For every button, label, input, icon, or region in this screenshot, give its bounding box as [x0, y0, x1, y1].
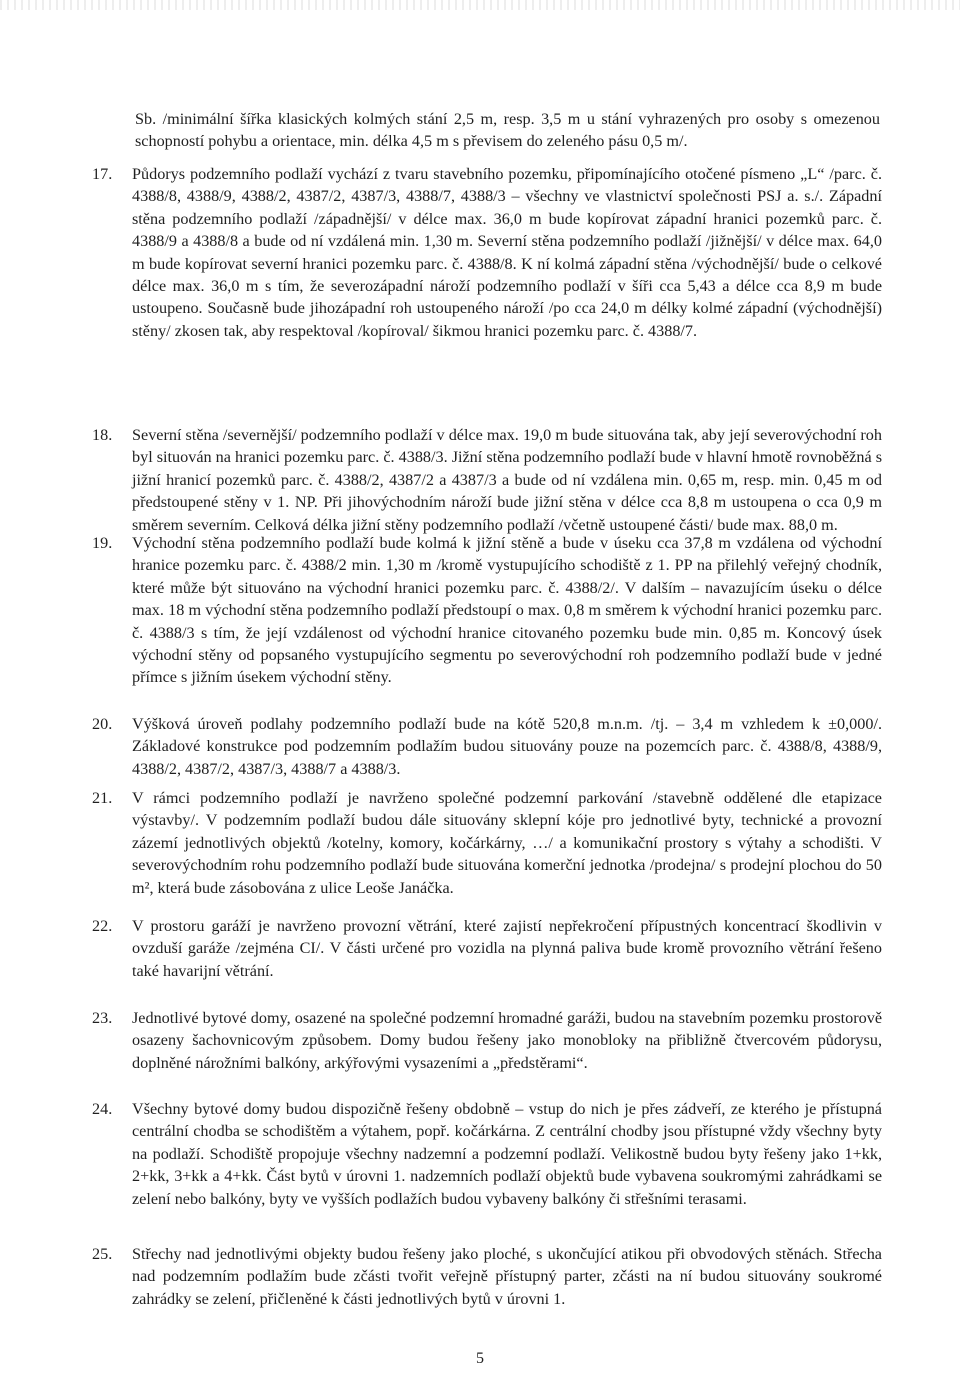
item-text: V rámci podzemního podlaží je navrženo společné podzemní parkování /stavebně oddělené dle etapizace výstavby/. V podzemním podlaží budou dále situovány sklepní kóje pro jednotlivé byty, technické a provozní zázemí jednotlivých objektů /kotelny, komory, kočárkárny, …/ a komunikační prostory s výtahy a schodišti. V severovýchodním rohu podzemního podlaží bude situována komerční jednotka /prodejna/ s prodejní plochou do 50 m², která bude zásobována z ulice Leoše Janáčka.	[132, 789, 882, 897]
list-item-17	[92, 163, 888, 342]
list-item-22	[92, 915, 888, 982]
item-number: 22.	[92, 917, 113, 935]
list-item-20	[92, 713, 888, 780]
item-number: 21.	[92, 789, 113, 807]
intro-paragraph: Sb. /minimální šířka klasických kolmých stání 2,5 m, resp. 3,5 m u stání vyhrazených pro osoby s omezenou schopností pohybu a orientace, min. délka 4,5 m s převisem do zeleného pásu 0,5 m/.	[135, 110, 880, 151]
item-number: 17.	[92, 165, 113, 183]
item-text: Střechy nad jednotlivými objekty budou řešeny jako ploché, s ukončující atikou při obvodových stěnách. Střecha nad podzemním podlažím bude zčásti tvořit veřejně přístupný parter, zčásti na ní budou situovány soukromé zahrádky se zelení, přičleněné k části jednotlivých bytů v úrovni 1.	[132, 1245, 882, 1308]
item-number: 23.	[92, 1009, 113, 1027]
item-number: 20.	[92, 715, 113, 733]
item-text: Všechny bytové domy budou dispozičně řešeny obdobně – vstup do nich je přes zádveří, ze kterého je přístupná centrální chodba se schodištěm a výtahem, popř. kočárkárna. Z centrální chodby jsou přístupné vždy všechny byty na podlaží. Schodiště propojuje všechny nadzemní a podzemní podlaží. Velikostně budou byty řešeny jako 1+kk, 2+kk, 3+kk a 4+kk. Část bytů v úrovni 1. nadzemních podlaží objektů bude vybavena soukromými zahrádkami se zelení nebo balkóny, byty ve vyšších podlažích budou vybaveny balkóny či střešními terasami.	[132, 1100, 882, 1208]
scan-edge-noise	[0, 0, 960, 10]
item-number: 18.	[92, 426, 113, 444]
item-text: Jednotlivé bytové domy, osazené na společné podzemní hromadné garáži, budou na stavebním pozemku prostorově osazeny šachovnicovým způsobem. Domy budou řešeny jako monobloky na přibližně čtvercovém půdorysu, doplněné nárožními balkóny, arkýřovými vysazeními a „předstěrami“.	[132, 1009, 882, 1072]
list-item-19	[92, 532, 888, 689]
item-text: Severní stěna /severnější/ podzemního podlaží v délce max. 19,0 m bude situována tak, aby její severovýchodní roh byl situován na hranici pozemku parc. č. 4388/3. Jižní stěna podzemního podlaží bude v hlavní hmotě rovnoběžná s jižní hranicí pozemků parc. č. 4388/2, 4387/2 a 4387/3 a bude od ní vzdálena min. 0,65 m, resp. min. 0,45 m od předstoupené stěny v 1. NP. Při jihovýchodním nároží bude jižní stěna v délce cca 8,8 m ustoupena o cca 0,9 m směrem severním. Celková délka jižní stěny podzemního podlaží /včetně ustoupené části/ bude max. 88,0 m.	[132, 426, 882, 534]
list-item-25	[92, 1243, 888, 1310]
page-number: 5	[476, 1350, 484, 1367]
item-number: 24.	[92, 1100, 113, 1118]
list-item-23	[92, 1007, 888, 1074]
item-text: Výšková úroveň podlahy podzemního podlaží bude na kótě 520,8 m.n.m. /tj. – 3,4 m vzhledem k ±0,000/. Základové konstrukce pod podzemním podlažím budou situovány pouze na pozemcích parc. č. 4388/8, 4388/9, 4388/2, 4387/2, 4387/3, 4388/7 a 4388/3.	[132, 715, 882, 778]
item-text: V prostoru garáží je navrženo provozní větrání, které zajistí nepřekročení přípustných koncentrací škodlivin v ovzduší garáže /zejména CI/. V části určené pro vozidla na plynná paliva bude kromě provozního větrání řešeno také havarijní větrání.	[132, 917, 882, 980]
list-item-24	[92, 1098, 888, 1210]
item-number: 19.	[92, 534, 113, 552]
item-text: Východní stěna podzemního podlaží bude kolmá k jižní stěně a bude v úseku cca 37,8 m vzdálena od východní hranice pozemku parc. č. 4388/2 min. 1,30 m /kromě vystupujícího schodiště z 1. PP na přilehlý veřejný chodník, které může být situováno na východní hranici pozemku parc. č. 4388/2/. V dalším – navazujícím úseku o délce max. 18 m východní stěna podzemního podlaží předstoupí o max. 0,8 m směrem k východní hranici pozemku parc. č. 4388/3 s tím, že její vzdálenost od východní hranice citovaného pozemku bude min. 0,85 m. Koncový úsek východní stěny od popsaného vystupujícího segmentu po severovýchodní roh podzemního podlaží bude v jedné přímce s jižním úsekem východní stěny.	[132, 534, 882, 687]
item-text: Půdorys podzemního podlaží vychází z tvaru stavebního pozemku, připomínajícího otočené písmeno „L“ /parc. č. 4388/8, 4388/9, 4388/2, 4387/2, 4387/3, 4388/7, 4388/3 – všechny ve vlastnictví společnosti PSJ a. s./. Západní stěna podzemního podlaží /západnější/ v délce max. 36,0 m bude kopírovat západní hranici pozemků parc. č. 4388/9 a 4388/8 a bude od ní vzdálená min. 1,30 m. Severní stěna podzemního podlaží /jižnější/ v délce max. 64,0 m bude kopírovat severní hranici pozemku parc. č. 4388/8. K ní kolmá západní stěna /východnější/ bude o celkové délce max. 36,0 m s tím, že severozápadní nároží podzemního podlaží v šíři cca 5,43 a délce cca 8,9 m bude ustoupeno. Současně bude jihozápadní roh ustoupeného nároží /po cca 24,0 m délky kolmé západní (východnější) stěny/ zkosen tak, aby respektoval /kopíroval/ šikmou hranici pozemku parc. č. 4388/7.	[132, 165, 882, 340]
item-number: 25.	[92, 1245, 113, 1263]
list-item-21	[92, 787, 888, 899]
list-item-18	[92, 424, 888, 536]
